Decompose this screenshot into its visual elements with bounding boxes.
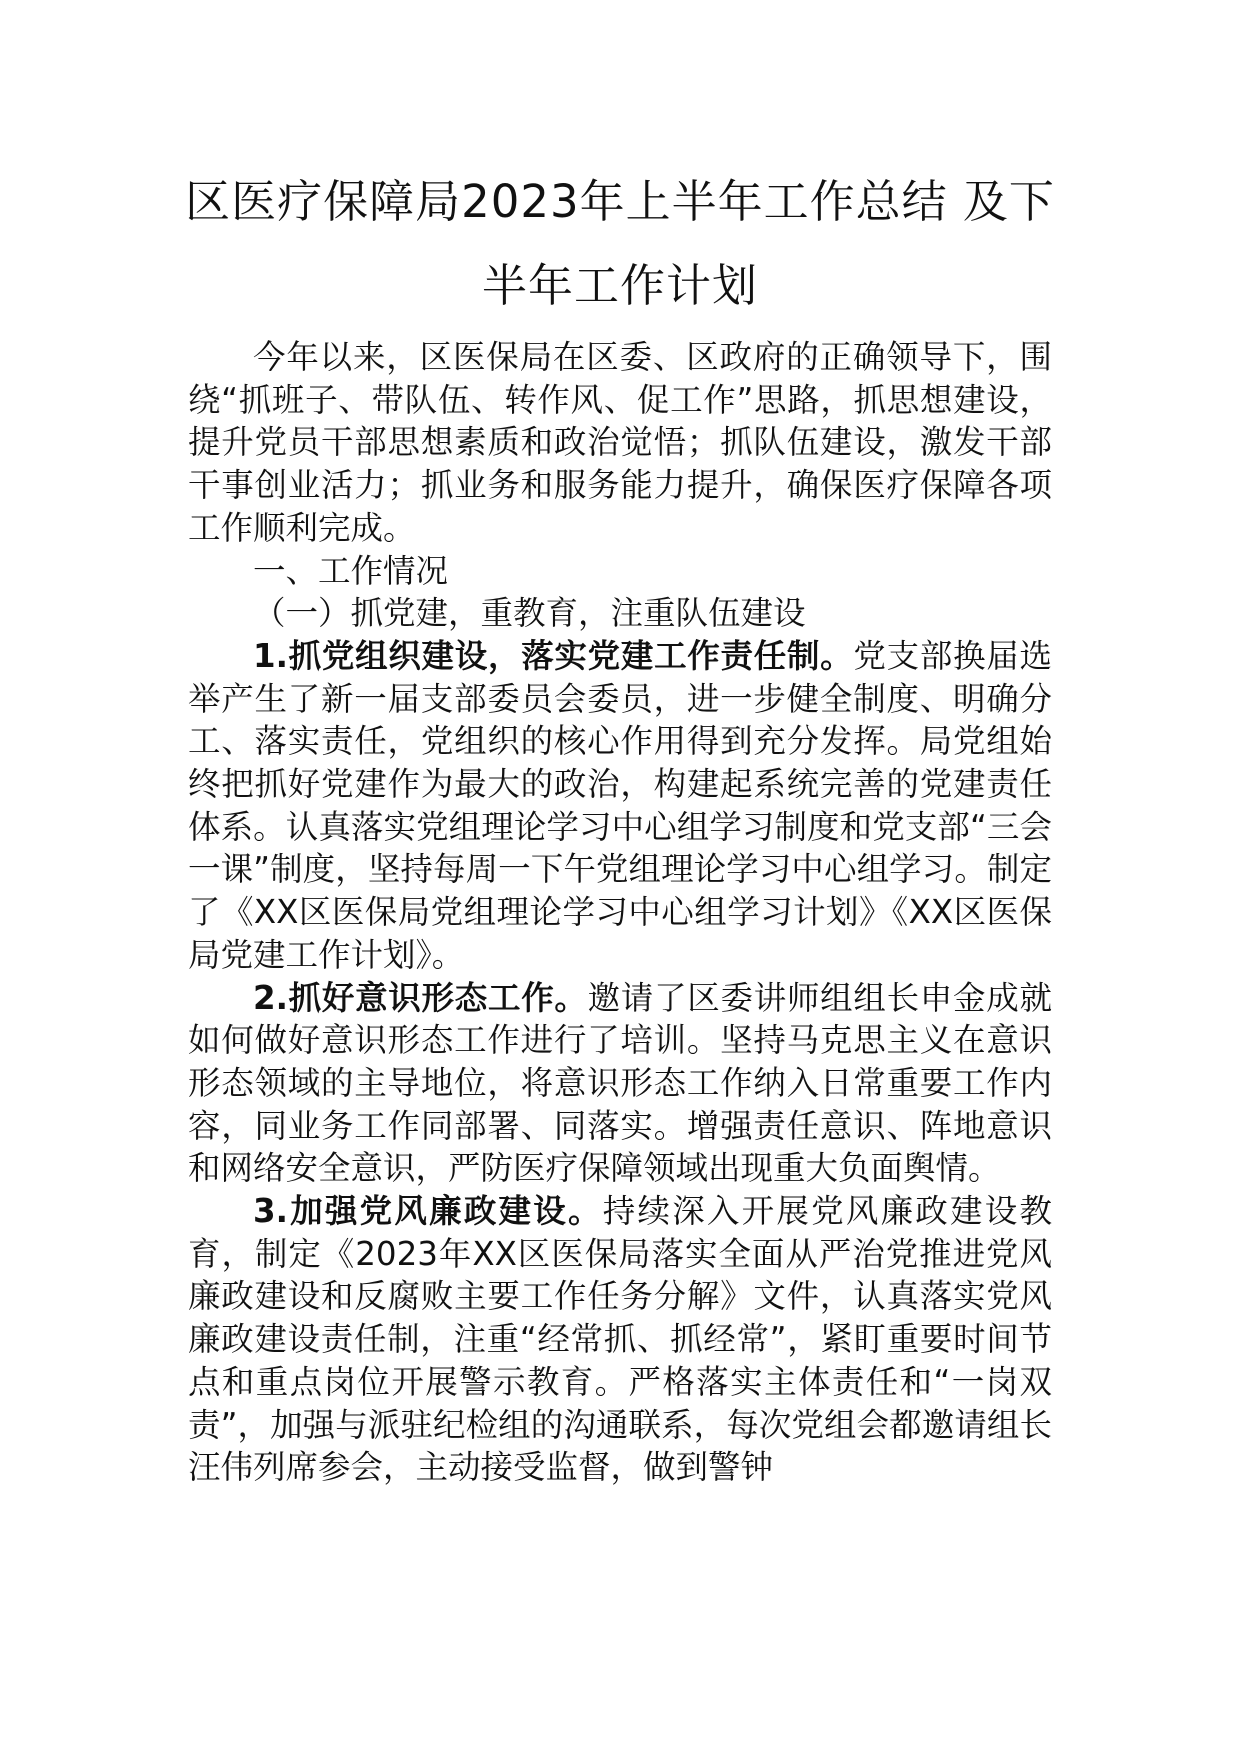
item-paragraph-2	[188, 977, 1052, 1191]
section-heading: 一、工作情况	[253, 551, 449, 590]
document-title-line-1: 区医疗保障局2023年上半年工作总结 及下	[185, 175, 1055, 228]
item-text-2: 邀请了区委讲师组组长申金成就如何做好意识形态工作进行了培训。坚持马克思主义在意识形态领域的主导地位，将意识形态工作纳入日常重要工作内容，同业务工作同部署、同落实。增强责任意识、阵地意识和网络安全意识，严防医疗保障领域出现重大负面舆情。	[188, 978, 1052, 1188]
item-paragraph-1	[188, 635, 1052, 977]
document-title-line-2: 半年工作计划	[481, 259, 758, 312]
item-lead-2: 2.抓好意识形态工作。	[253, 978, 588, 1017]
intro-paragraph: 今年以来，区医保局在区委、区政府的正确领导下，围绕“抓班子、带队伍、转作风、促工作”思路，抓思想建设，提升党员干部思想素质和政治觉悟；抓队伍建设，激发干部干事创业活力；抓业务和服务能力提升，确保医疗保障各项工作顺利完成。	[188, 338, 1052, 547]
item-paragraph-3	[188, 1190, 1052, 1489]
item-lead-1: 1.抓党组织建设，落实党建工作责任制。	[253, 636, 854, 675]
item-text-3: 持续深入开展党风廉政建设教育，制定《2023年XX区医保局落实全面从严治党推进党风廉政建设和反腐败主要工作任务分解》文件，认真落实党风廉政建设责任制，注重“经常抓、抓经常”，紧盯重要时间节点和重点岗位开展警示教育。严格落实主体责任和“一岗双责”，加强与派驻纪检组的沟通联系，每次党组会都邀请组长汪伟列席参会，主动接受监督，做到警钟	[188, 1192, 1052, 1487]
document-body	[188, 336, 1052, 1489]
subsection-heading: （一）抓党建，重教育，注重队伍建设	[253, 594, 806, 633]
item-lead-3: 3.加强党风廉政建设。	[253, 1192, 603, 1231]
item-text-1: 党支部换届选举产生了新一届支部委员会委员，进一步健全制度、明确分工、落实责任，党组织的核心作用得到充分发挥。局党组始终把抓好党建作为最大的政治，构建起系统完善的党建责任体系。认真落实党组理论学习中心组学习制度和党支部“三会一课”制度，坚持每周一下午党组理论学习中心组学习。制定了《XX区医保局党组理论学习中心组学习计划》《XX区医保局党建工作计划》。	[188, 636, 1052, 974]
